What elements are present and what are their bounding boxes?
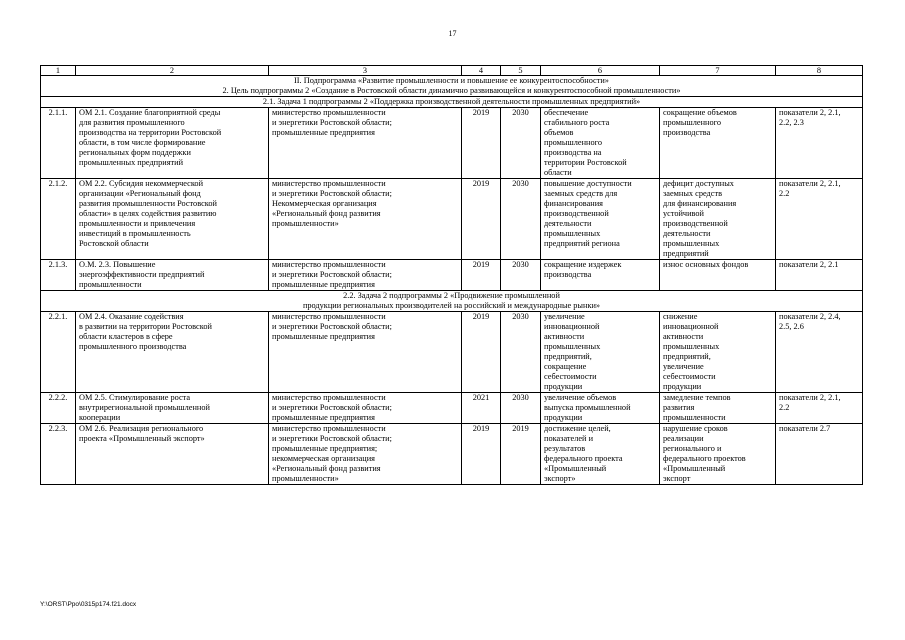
executor: министерство промышленности и энергетики Ростовской области; промышленные предприятия; некоммерческая организация «Региональный фонд развития промышленности»	[269, 424, 462, 485]
task-2-title-line-2: продукции региональных производителей на российский и международные рынки»	[302, 301, 601, 310]
column-number: 6	[541, 66, 660, 76]
subprogram-header	[41, 76, 863, 97]
event-name: ОМ 2.1. Создание благоприятной среды для развития промышленного производства на территории Ростовской области, в том числе формирование региональных форм поддержки промышленных предприятий	[76, 108, 269, 179]
row-number: 2.2.2.	[41, 393, 76, 424]
end-year: 2030	[501, 179, 541, 260]
table-row	[41, 424, 863, 485]
executor: министерство промышленности и энергетики Ростовской области; Некоммерческая организация «Региональный фонд развития промышленности»	[269, 179, 462, 260]
column-number: 5	[501, 66, 541, 76]
subprogram-header-row	[41, 76, 863, 97]
column-number-row	[41, 66, 863, 76]
event-name: ОМ 2.4. Оказание содействия в развитии на территории Ростовской области кластеров в сфере промышленного производства	[76, 312, 269, 393]
task-2-rows	[41, 312, 863, 485]
non-implementation-consequence: замедление темпов развития промышленности	[660, 393, 776, 424]
start-year: 2019	[462, 312, 501, 393]
table-row	[41, 260, 863, 291]
expected-result: увеличение инновационной активности промышленных предприятий, сокращение себестоимости продукции	[541, 312, 660, 393]
file-path-footer: Y:\ORST\Ppo\0315p174.f21.docx	[40, 601, 137, 608]
end-year: 2019	[501, 424, 541, 485]
start-year: 2019	[462, 424, 501, 485]
column-number: 7	[660, 66, 776, 76]
row-number: 2.1.3.	[41, 260, 76, 291]
event-name: ОМ 2.2. Субсидия некоммерческой организации «Региональный фонд развития промышленности Ростовской области» в целях содействия развитию промышленности и привлечения инвестиций в промышленность Ростовской области	[76, 179, 269, 260]
column-number: 4	[462, 66, 501, 76]
expected-result: сокращение издержек производства	[541, 260, 660, 291]
non-implementation-consequence: снижение инновационной активности промышленных предприятий, увеличение себестоимости продукции	[660, 312, 776, 393]
page-number: 17	[448, 29, 457, 38]
indicator-link: показатели 2, 2.1, 2.2, 2.3	[776, 108, 863, 179]
start-year: 2019	[462, 260, 501, 291]
task-1-header-row	[41, 97, 863, 108]
table-row	[41, 179, 863, 260]
indicator-link: показатели 2.7	[776, 424, 863, 485]
indicator-link: показатели 2, 2.1, 2.2	[776, 179, 863, 260]
start-year: 2021	[462, 393, 501, 424]
expected-result: увеличение объемов выпуска промышленной продукции	[541, 393, 660, 424]
expected-result: обеспечение стабильного роста объемов промышленного производства на территории Ростовской области	[541, 108, 660, 179]
task-2-title-line-1: 2.2. Задача 2 подпрограммы 2 «Продвижение промышленной	[343, 291, 560, 300]
row-number: 2.2.3.	[41, 424, 76, 485]
expected-result: повышение доступности заемных средств для финансирования производственной деятельности промышленных предприятий региона	[541, 179, 660, 260]
non-implementation-consequence: сокращение объемов промышленного производства	[660, 108, 776, 179]
task-1-header: 2.1. Задача 1 подпрограммы 2 «Поддержка производственной деятельности промышленных предприятий»	[41, 97, 863, 108]
task-2-header-row	[41, 291, 863, 312]
executor: министерство промышленности и энергетики Ростовской области; промышленные предприятия	[269, 108, 462, 179]
expected-result: достижение целей, показателей и результатов федерального проекта «Промышленный экспорт»	[541, 424, 660, 485]
event-name: ОМ 2.5. Стимулирование роста внутрирегиональной промышленной кооперации	[76, 393, 269, 424]
start-year: 2019	[462, 108, 501, 179]
subprogram-title: II. Подпрограмма «Развитие промышленности и повышение ее конкурентоспособности»	[294, 76, 609, 85]
indicator-link: показатели 2, 2.1, 2.2	[776, 393, 863, 424]
task-2-header	[41, 291, 863, 312]
end-year: 2030	[501, 108, 541, 179]
subprogram-goal: 2. Цель подпрограммы 2 «Создание в Ростовской области динамично развивающейся и конкурентоспособной промышленности»	[222, 86, 681, 95]
table-row	[41, 393, 863, 424]
column-number: 2	[76, 66, 269, 76]
executor: министерство промышленности и энергетики Ростовской области; промышленные предприятия	[269, 312, 462, 393]
row-number: 2.2.1.	[41, 312, 76, 393]
end-year: 2030	[501, 312, 541, 393]
column-number: 3	[269, 66, 462, 76]
column-number: 1	[41, 66, 76, 76]
row-number: 2.1.1.	[41, 108, 76, 179]
column-number: 8	[776, 66, 863, 76]
program-activities-table	[40, 65, 863, 485]
indicator-link: показатели 2, 2.4, 2.5, 2.6	[776, 312, 863, 393]
end-year: 2030	[501, 393, 541, 424]
executor: министерство промышленности и энергетики Ростовской области; промышленные предприятия	[269, 393, 462, 424]
end-year: 2030	[501, 260, 541, 291]
table-row	[41, 108, 863, 179]
non-implementation-consequence: износ основных фондов	[660, 260, 776, 291]
non-implementation-consequence: нарушение сроков реализации регионального и федерального проектов «Промышленный экспорт	[660, 424, 776, 485]
start-year: 2019	[462, 179, 501, 260]
event-name: О.М. 2.3. Повышение энергоэффективности предприятий промышленности	[76, 260, 269, 291]
non-implementation-consequence: дефицит доступных заемных средств для финансирования устойчивой производственной деятельности промышленных предприятий	[660, 179, 776, 260]
indicator-link: показатели 2, 2.1	[776, 260, 863, 291]
task-1-rows	[41, 108, 863, 291]
table-row	[41, 312, 863, 393]
event-name: ОМ 2.6. Реализация регионального проекта «Промышленный экспорт»	[76, 424, 269, 485]
executor: министерство промышленности и энергетики Ростовской области; промышленные предприятия	[269, 260, 462, 291]
row-number: 2.1.2.	[41, 179, 76, 260]
